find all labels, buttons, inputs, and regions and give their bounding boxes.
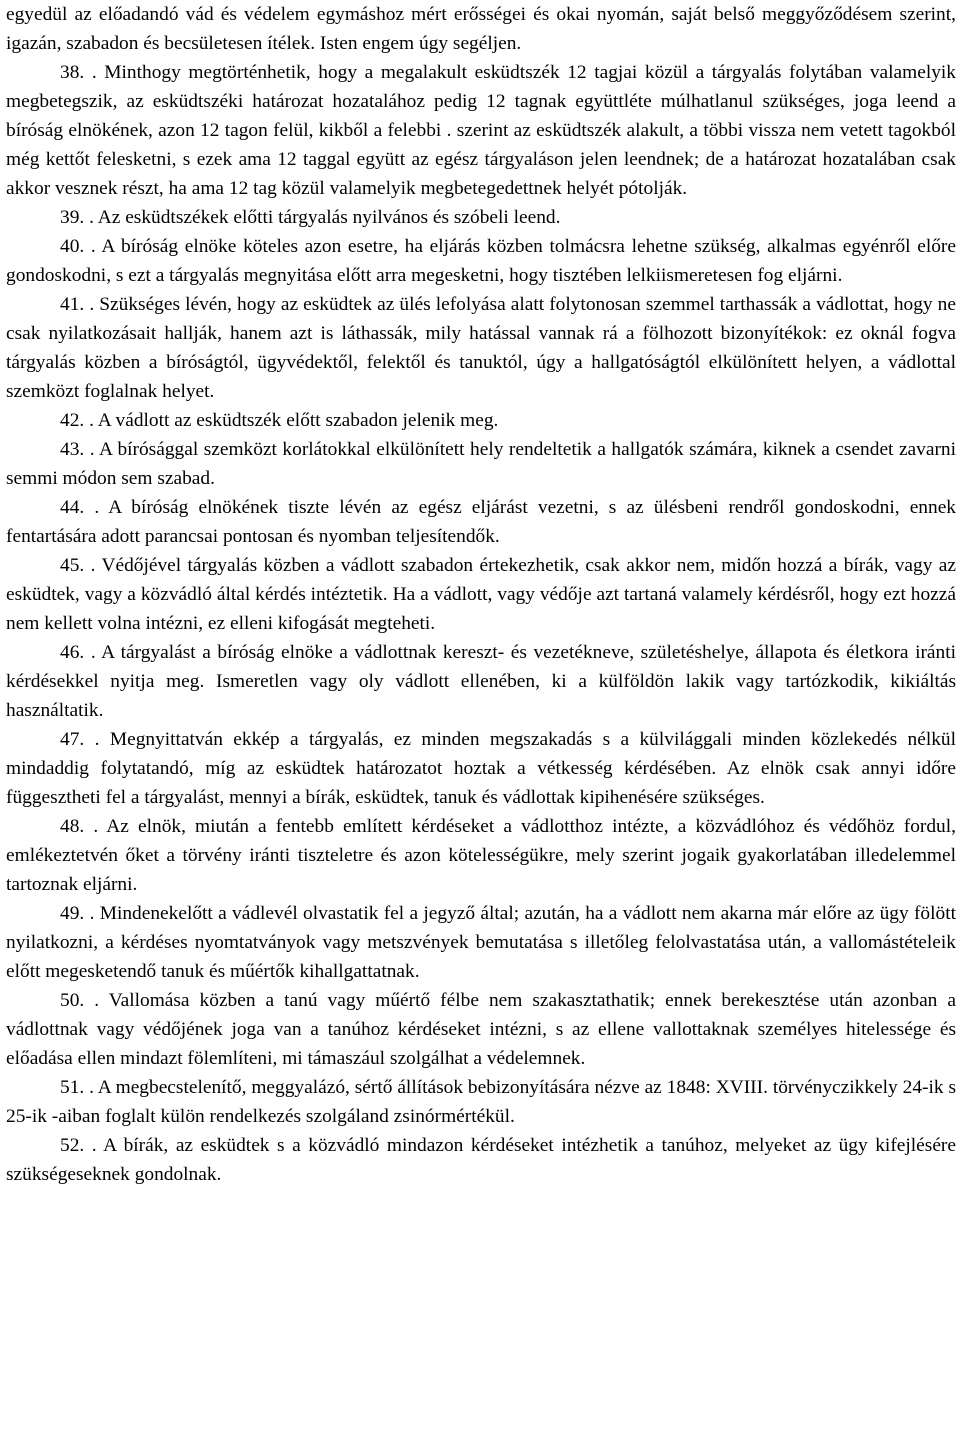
paragraph-41 <box>6 290 956 406</box>
paragraph-number: 44. <box>60 497 85 518</box>
paragraph-39 <box>6 203 956 232</box>
paragraph-number: 52. <box>60 1135 85 1156</box>
paragraph-number: 38. <box>60 62 85 83</box>
paragraph-47 <box>6 725 956 812</box>
paragraph-number: 45. <box>60 555 85 576</box>
paragraph-49 <box>6 899 956 986</box>
paragraph-number: 51. <box>60 1077 85 1098</box>
paragraph-40 <box>6 232 956 290</box>
paragraph-text: . Mindenekelőtt a vádlevél olvastatik fel a jegyző által; azután, ha a vádlott nem akarna már előre az ügy fölött nyilatkozni, a kérdéses nyomtatványok vagy metszvények bemutatása s illetőleg felolvastatása után, a vallomástételeik előtt megesketendő tanuk és műértők kihallgattatnak. <box>6 903 956 982</box>
paragraph-51 <box>6 1073 956 1131</box>
paragraph-number: 41. <box>60 294 85 315</box>
paragraph-43 <box>6 435 956 493</box>
paragraph-45 <box>6 551 956 638</box>
paragraph-text: . A vádlott az esküdtszék előtt szabadon jelenik meg. <box>89 410 499 431</box>
paragraph-text: . Minthogy megtörténhetik, hogy a megalakult esküdtszék 12 tagjai közül a tárgyalás folytában valamelyik megbetegszik, az esküdtszéki határozat hozatalához pedig 12 tagnak együttléte múlhatlanul szükséges, joga leend a bíróság elnökének, azon 12 tagon felül, kikből a felebbi . szerint az esküdtszék alakult, a többi vissza nem vetett tagokból még kettőt felesketni, s ezek ama 12 taggal együtt az egész tárgyaláson jelen leendnek; de a határozat hozatalában csak akkor vesznek részt, ha ama 12 tag közül valamelyik megbetegedettnek helyét pótolják. <box>6 62 956 199</box>
paragraph-text: . A bírák, az esküdtek s a közvádló mindazon kérdéseket intézhetik a tanúhoz, melyeket az ügy kifejlésére szükségeseknek gondolnak. <box>6 1135 956 1185</box>
paragraph-number: 40. <box>60 236 85 257</box>
paragraph-text: . A bíróság elnökének tiszte lévén az egész eljárást vezetni, s az ülésbeni rendről gondoskodni, ennek fentartására adott parancsai pontosan és nyomban teljesítendők. <box>6 497 956 547</box>
paragraph-42 <box>6 406 956 435</box>
document-page <box>6 0 956 1189</box>
paragraph-44 <box>6 493 956 551</box>
paragraph-number: 47. <box>60 729 85 750</box>
paragraph-number: 49. <box>60 903 85 924</box>
paragraph-continuation <box>6 0 956 58</box>
paragraph-number: 39. <box>60 207 85 228</box>
paragraph-text: . A megbecstelenítő, meggyalázó, sértő állítások bebizonyítására nézve az 1848: XVIII. törvényczikkely 24-ik s 25-ik -aiban foglalt külön rendelkezés szolgáland zsinórmértékül. <box>6 1077 956 1127</box>
paragraph-number: 48. <box>60 816 85 837</box>
paragraph-number: 43. <box>60 439 85 460</box>
paragraph-text: . Az esküdtszékek előtti tárgyalás nyilvános és szóbeli leend. <box>89 207 561 228</box>
paragraph-50 <box>6 986 956 1073</box>
paragraph-text: . Az elnök, miután a fentebb említett kérdéseket a vádlotthoz intézte, a közvádlóhoz és védőhöz fordul, emlékeztetvén őket a törvény iránti tiszteletre és azon kötelességükre, mely szerint jogaik gyakorlatában illedelemmel tartoznak eljárni. <box>6 816 956 895</box>
paragraph-46 <box>6 638 956 725</box>
paragraph-text: . Védőjével tárgyalás közben a vádlott szabadon értekezhetik, csak akkor nem, midőn hozzá a bírák, vagy az esküdtek, vagy a közvádló által kérdés intéztetik. Ha a vádlott, vagy védője azt tartaná valamely kérdésről, hogy ezt hozzá nem kellett volna intézni, ez elleni kifogását megteheti. <box>6 555 956 634</box>
paragraph-text: . A bíróság elnöke köteles azon esetre, ha eljárás közben tolmácsra lehetne szükség, alkalmas egyénről előre gondoskodni, s ezt a tárgyalás megnyitása előtt arra megesketni, hogy tisztében lelkiismeretesen fog eljárni. <box>6 236 956 286</box>
paragraph-text: . A tárgyalást a bíróság elnöke a vádlottnak kereszt- és vezetékneve, születéshelye, állapota és életkora iránti kérdésekkel nyitja meg. Ismeretlen vagy oly vádlott ellenében, ki a külföldön lakik vagy tartózkodik, kikiáltás használtatik. <box>6 642 956 721</box>
paragraph-52 <box>6 1131 956 1189</box>
paragraph-text: . A bírósággal szemközt korlátokkal elkülönített hely rendeltetik a hallgatók számára, kiknek a csendet zavarni semmi módon sem szabad. <box>6 439 956 489</box>
paragraph-text: egyedül az előadandó vád és védelem egymáshoz mért erősségei és okai nyomán, saját belső meggyőződésem szerint, igazán, szabadon és becsületesen ítélek. Isten engem úgy segéljen. <box>6 4 956 54</box>
paragraph-number: 42. <box>60 410 85 431</box>
paragraph-number: 50. <box>60 990 85 1011</box>
paragraph-text: . Megnyittatván ekkép a tárgyalás, ez minden megszakadás s a külvilággali minden közlekedés nélkül mindaddig folytatandó, míg az esküdtek határozatot hoztak a vétkesség kérdésében. Az elnök csak annyi időre függesztheti fel a tárgyalást, mennyi a bírák, esküdtek, tanuk és vádlottak kipihenésére szükséges. <box>6 729 956 808</box>
paragraph-48 <box>6 812 956 899</box>
paragraph-38 <box>6 58 956 203</box>
paragraph-text: . Vallomása közben a tanú vagy műértő félbe nem szakasztathatik; ennek berekesztése után azonban a vádlottnak vagy védőjének joga van a tanúhoz kérdéseket intézni, s az ellene vallottaknak személyes hitelessége és előadása ellen mindazt fölemlíteni, mi támaszául szolgálhat a védelemnek. <box>6 990 956 1069</box>
paragraph-number: 46. <box>60 642 85 663</box>
paragraph-text: . Szükséges lévén, hogy az esküdtek az ülés lefolyása alatt folytonosan szemmel tarthassák a vádlottat, hogy ne csak nyilatkozásait hallják, hanem azt is láthassák, mily hatással vannak rá a fölhozott bizonyítékok: ez oknál fogva tárgyalás közben a bíróságtól, ügyvédektől, felektől és tanuktól, úgy a hallgatóságtól elkülönített helyen, a vádlottal szemközt foglalnak helyet. <box>6 294 956 402</box>
